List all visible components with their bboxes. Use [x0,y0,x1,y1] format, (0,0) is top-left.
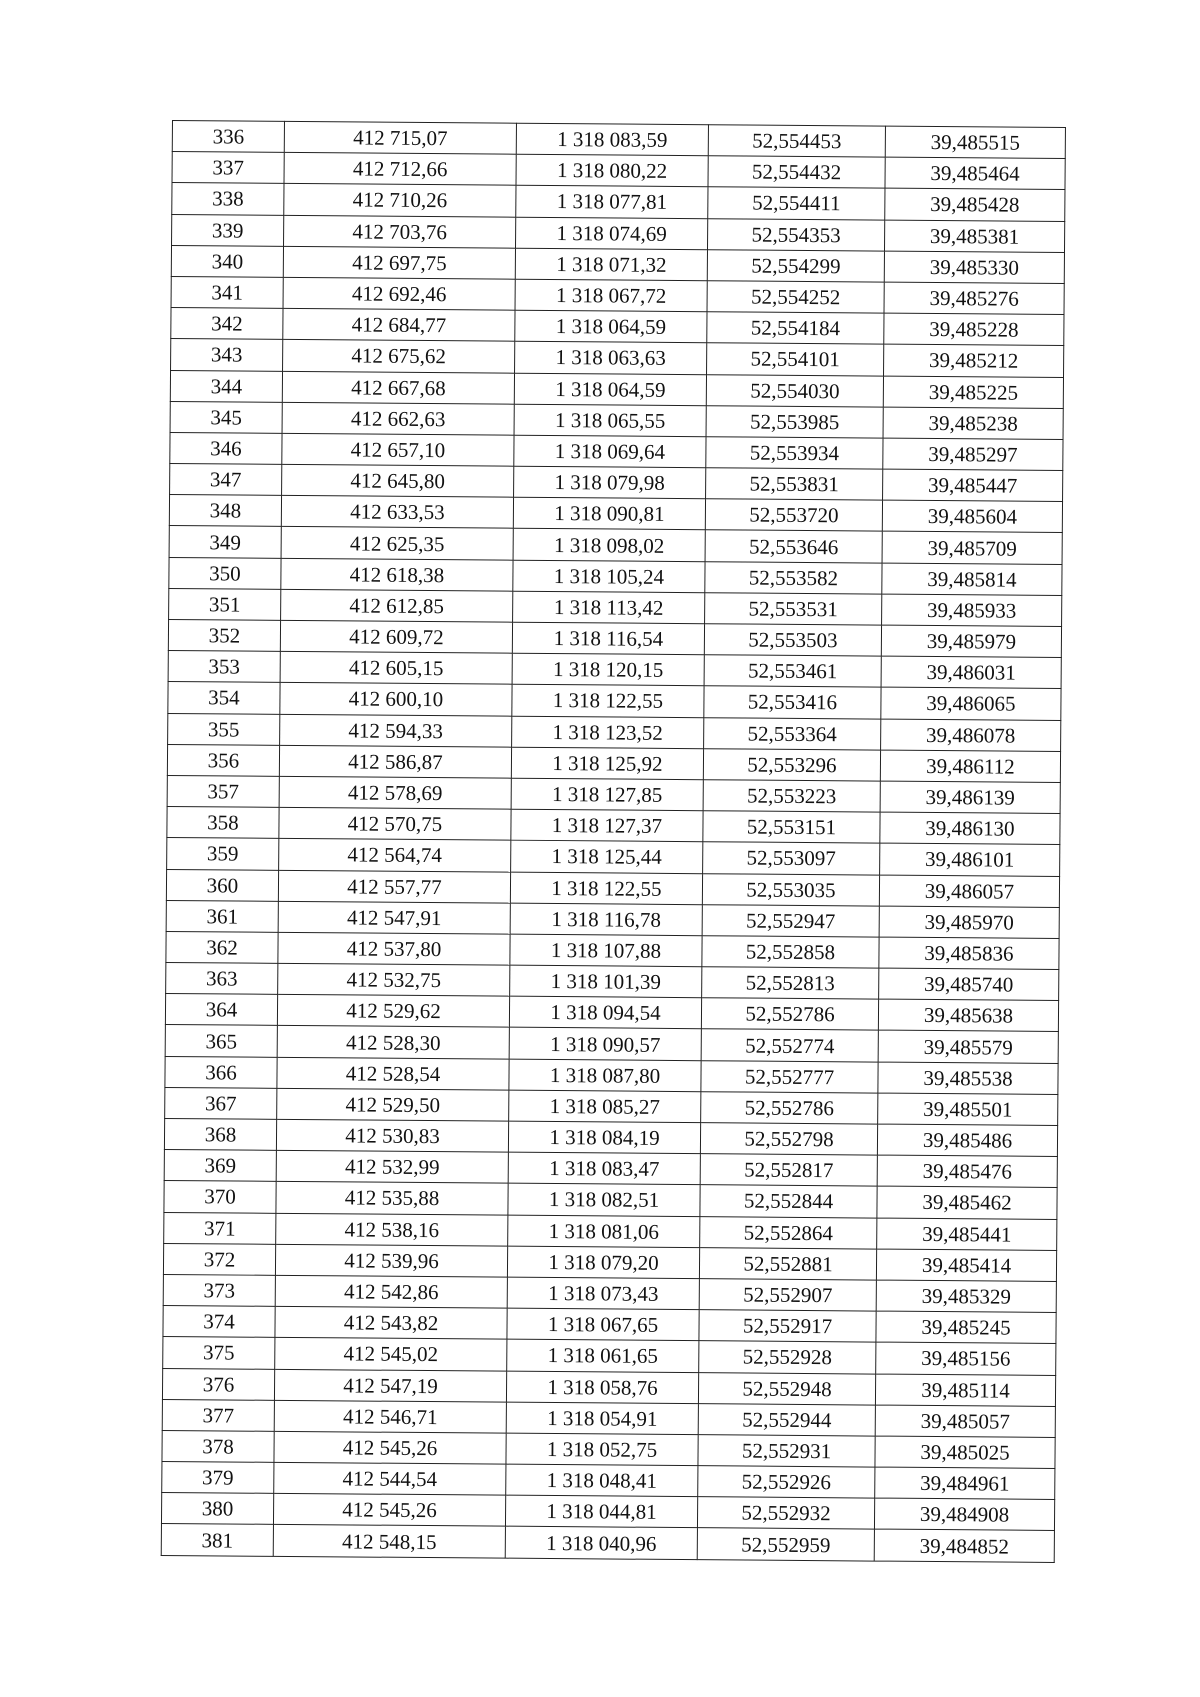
longitude-cell: 39,486057 [879,875,1059,908]
longitude-cell: 39,485238 [883,407,1063,440]
longitude-cell: 39,485447 [883,469,1063,502]
latitude-cell: 52,553035 [702,873,879,906]
point-number-cell: 367 [165,1087,277,1119]
x-coordinate-cell: 412 542,86 [275,1275,507,1308]
point-number-cell: 349 [169,526,281,558]
x-coordinate-cell: 412 715,07 [284,121,516,154]
x-coordinate-cell: 412 684,77 [283,309,515,342]
latitude-cell: 52,552864 [700,1216,877,1249]
y-coordinate-cell: 1 318 044,81 [505,1495,697,1528]
longitude-cell: 39,485501 [878,1093,1058,1126]
longitude-cell: 39,485486 [877,1124,1057,1157]
latitude-cell: 52,554184 [707,312,884,345]
longitude-cell: 39,486078 [881,719,1061,752]
x-coordinate-cell: 412 662,63 [282,402,514,435]
x-coordinate-cell: 412 529,50 [277,1088,509,1121]
point-number-cell: 379 [162,1462,274,1494]
x-coordinate-cell: 412 667,68 [282,371,514,404]
point-number-cell: 350 [169,557,281,589]
latitude-cell: 52,554353 [707,218,884,251]
longitude-cell: 39,485638 [878,999,1058,1032]
latitude-cell: 52,552881 [699,1247,876,1280]
y-coordinate-cell: 1 318 067,65 [507,1308,699,1341]
point-number-cell: 378 [162,1430,274,1462]
x-coordinate-cell: 412 712,66 [284,153,516,186]
point-number-cell: 356 [167,744,279,776]
latitude-cell: 52,552777 [701,1060,878,1093]
point-number-cell: 345 [170,401,282,433]
x-coordinate-cell: 412 570,75 [279,807,511,840]
longitude-cell: 39,485709 [882,532,1062,565]
x-coordinate-cell: 412 530,83 [276,1119,508,1152]
latitude-cell: 52,554453 [708,125,885,158]
longitude-cell: 39,485428 [885,188,1065,221]
point-number-cell: 381 [161,1524,273,1556]
y-coordinate-cell: 1 318 077,81 [516,186,708,219]
latitude-cell: 52,552786 [701,1091,878,1124]
x-coordinate-cell: 412 586,87 [279,745,511,778]
longitude-cell: 39,485740 [879,968,1059,1001]
point-number-cell: 364 [165,994,277,1026]
longitude-cell: 39,485381 [884,220,1064,253]
point-number-cell: 373 [163,1274,275,1306]
x-coordinate-cell: 412 532,99 [276,1151,508,1184]
longitude-cell: 39,485276 [884,282,1064,315]
x-coordinate-cell: 412 539,96 [275,1244,507,1277]
y-coordinate-cell: 1 318 073,43 [507,1277,699,1310]
point-number-cell: 346 [170,432,282,464]
longitude-cell: 39,485979 [881,625,1061,658]
longitude-cell: 39,486130 [880,812,1060,845]
longitude-cell: 39,485228 [884,313,1064,346]
y-coordinate-cell: 1 318 098,02 [513,529,705,562]
latitude-cell: 52,552786 [701,998,878,1031]
x-coordinate-cell: 412 594,33 [280,714,512,747]
latitude-cell: 52,552947 [702,904,879,937]
x-coordinate-cell: 412 625,35 [281,527,513,560]
x-coordinate-cell: 412 537,80 [278,932,510,965]
y-coordinate-cell: 1 318 064,59 [515,310,707,343]
latitude-cell: 52,554101 [707,343,884,376]
longitude-cell: 39,486139 [880,781,1060,814]
point-number-cell: 377 [162,1399,274,1431]
y-coordinate-cell: 1 318 084,19 [508,1121,700,1154]
y-coordinate-cell: 1 318 120,15 [512,653,704,686]
y-coordinate-cell: 1 318 085,27 [509,1090,701,1123]
x-coordinate-cell: 412 692,46 [283,277,515,310]
latitude-cell: 52,552844 [700,1185,877,1218]
y-coordinate-cell: 1 318 127,85 [511,778,703,811]
point-number-cell: 347 [170,464,282,496]
point-number-cell: 337 [172,152,284,184]
y-coordinate-cell: 1 318 082,51 [508,1184,700,1217]
x-coordinate-cell: 412 528,54 [277,1057,509,1090]
x-coordinate-cell: 412 612,85 [281,589,513,622]
y-coordinate-cell: 1 318 101,39 [510,965,702,998]
y-coordinate-cell: 1 318 107,88 [510,934,702,967]
latitude-cell: 52,553934 [706,437,883,470]
latitude-cell: 52,552948 [698,1372,875,1405]
x-coordinate-cell: 412 529,62 [277,995,509,1028]
point-number-cell: 375 [163,1337,275,1369]
x-coordinate-cell: 412 545,26 [274,1431,506,1464]
latitude-cell: 52,552817 [700,1154,877,1187]
latitude-cell: 52,552813 [702,967,879,1000]
point-number-cell: 359 [167,838,279,870]
y-coordinate-cell: 1 318 071,32 [515,248,707,281]
longitude-cell: 39,485414 [876,1249,1056,1282]
table-row [161,1524,1054,1562]
latitude-cell: 52,553223 [703,780,880,813]
point-number-cell: 355 [168,713,280,745]
y-coordinate-cell: 1 318 087,80 [509,1059,701,1092]
point-number-cell: 354 [168,682,280,714]
y-coordinate-cell: 1 318 127,37 [511,809,703,842]
point-number-cell: 338 [172,183,284,215]
point-number-cell: 358 [167,807,279,839]
x-coordinate-cell: 412 545,02 [275,1338,507,1371]
longitude-cell: 39,485057 [875,1405,1055,1438]
latitude-cell: 52,554411 [708,187,885,220]
longitude-cell: 39,485462 [877,1186,1057,1219]
longitude-cell: 39,485245 [876,1311,1056,1344]
latitude-cell: 52,553985 [706,405,883,438]
latitude-cell: 52,552917 [699,1310,876,1343]
y-coordinate-cell: 1 318 079,98 [514,466,706,499]
y-coordinate-cell: 1 318 067,72 [515,279,707,312]
y-coordinate-cell: 1 318 083,59 [516,123,708,156]
longitude-cell: 39,485970 [879,906,1059,939]
x-coordinate-cell: 412 538,16 [276,1213,508,1246]
y-coordinate-cell: 1 318 080,22 [516,154,708,187]
point-number-cell: 380 [161,1493,273,1525]
y-coordinate-cell: 1 318 125,44 [511,840,703,873]
x-coordinate-cell: 412 633,53 [281,496,513,529]
latitude-cell: 52,553151 [703,811,880,844]
longitude-cell: 39,485836 [879,937,1059,970]
latitude-cell: 52,553831 [706,468,883,501]
latitude-cell: 52,553097 [703,842,880,875]
longitude-cell: 39,485156 [876,1342,1056,1375]
longitude-cell: 39,484961 [875,1467,1055,1500]
y-coordinate-cell: 1 318 063,63 [515,342,707,375]
latitude-cell: 52,553296 [703,748,880,781]
latitude-cell: 52,553582 [705,561,882,594]
x-coordinate-cell: 412 528,30 [277,1026,509,1059]
y-coordinate-cell: 1 318 065,55 [514,404,706,437]
longitude-cell: 39,485933 [882,594,1062,627]
x-coordinate-cell: 412 600,10 [280,683,512,716]
point-number-cell: 369 [164,1150,276,1182]
point-number-cell: 348 [169,495,281,527]
latitude-cell: 52,552907 [699,1279,876,1312]
longitude-cell: 39,485225 [883,376,1063,409]
y-coordinate-cell: 1 318 113,42 [513,591,705,624]
latitude-cell: 52,552959 [697,1528,874,1561]
y-coordinate-cell: 1 318 125,92 [511,747,703,780]
x-coordinate-cell: 412 547,19 [274,1369,506,1402]
latitude-cell: 52,552774 [701,1029,878,1062]
point-number-cell: 361 [166,900,278,932]
point-number-cell: 342 [171,308,283,340]
longitude-cell: 39,485114 [875,1374,1055,1407]
point-number-cell: 374 [163,1306,275,1338]
y-coordinate-cell: 1 318 064,59 [514,373,706,406]
y-coordinate-cell: 1 318 105,24 [513,560,705,593]
latitude-cell: 52,553720 [705,499,882,532]
latitude-cell: 52,553646 [705,530,882,563]
latitude-cell: 52,552926 [698,1466,875,1499]
latitude-cell: 52,554252 [707,281,884,314]
latitude-cell: 52,553416 [704,686,881,719]
y-coordinate-cell: 1 318 094,54 [509,996,701,1029]
longitude-cell: 39,485579 [878,1031,1058,1064]
latitude-cell: 52,553531 [705,593,882,626]
x-coordinate-cell: 412 609,72 [280,620,512,653]
longitude-cell: 39,485330 [884,251,1064,284]
x-coordinate-cell: 412 545,26 [273,1494,505,1527]
coordinates-table-body [161,121,1065,1563]
point-number-cell: 339 [172,214,284,246]
point-number-cell: 362 [166,931,278,963]
y-coordinate-cell: 1 318 048,41 [506,1464,698,1497]
x-coordinate-cell: 412 675,62 [283,340,515,373]
point-number-cell: 336 [172,121,284,153]
y-coordinate-cell: 1 318 116,78 [510,903,702,936]
x-coordinate-cell: 412 543,82 [275,1306,507,1339]
point-number-cell: 360 [166,869,278,901]
y-coordinate-cell: 1 318 116,54 [512,622,704,655]
longitude-cell: 39,485814 [882,563,1062,596]
point-number-cell: 352 [168,619,280,651]
latitude-cell: 52,553461 [704,655,881,688]
x-coordinate-cell: 412 547,91 [278,901,510,934]
longitude-cell: 39,485464 [885,157,1065,190]
point-number-cell: 343 [171,339,283,371]
y-coordinate-cell: 1 318 040,96 [505,1527,697,1560]
x-coordinate-cell: 412 645,80 [282,464,514,497]
longitude-cell: 39,485025 [875,1436,1055,1469]
point-number-cell: 351 [169,588,281,620]
x-coordinate-cell: 412 578,69 [279,776,511,809]
x-coordinate-cell: 412 548,15 [273,1525,505,1558]
latitude-cell: 52,554432 [708,156,885,189]
point-number-cell: 344 [170,370,282,402]
y-coordinate-cell: 1 318 083,47 [508,1152,700,1185]
latitude-cell: 52,552798 [700,1123,877,1156]
point-number-cell: 353 [168,651,280,683]
point-number-cell: 368 [164,1118,276,1150]
y-coordinate-cell: 1 318 122,55 [512,685,704,718]
longitude-cell: 39,485476 [877,1155,1057,1188]
longitude-cell: 39,484908 [874,1498,1054,1531]
longitude-cell: 39,486112 [880,750,1060,783]
latitude-cell: 52,552932 [697,1497,874,1530]
point-number-cell: 372 [163,1243,275,1275]
point-number-cell: 376 [162,1368,274,1400]
longitude-cell: 39,484852 [874,1529,1054,1562]
latitude-cell: 52,553364 [704,717,881,750]
point-number-cell: 340 [171,245,283,277]
point-number-cell: 365 [165,1025,277,1057]
y-coordinate-cell: 1 318 061,65 [507,1339,699,1372]
longitude-cell: 39,486101 [880,843,1060,876]
y-coordinate-cell: 1 318 052,75 [506,1433,698,1466]
longitude-cell: 39,486065 [881,687,1061,720]
x-coordinate-cell: 412 710,26 [284,184,516,217]
point-number-cell: 363 [166,963,278,995]
y-coordinate-cell: 1 318 090,57 [509,1028,701,1061]
y-coordinate-cell: 1 318 123,52 [512,716,704,749]
x-coordinate-cell: 412 557,77 [278,870,510,903]
latitude-cell: 52,554299 [707,249,884,282]
x-coordinate-cell: 412 546,71 [274,1400,506,1433]
point-number-cell: 371 [164,1212,276,1244]
point-number-cell: 370 [164,1181,276,1213]
point-number-cell: 357 [167,775,279,807]
x-coordinate-cell: 412 703,76 [284,215,516,248]
x-coordinate-cell: 412 657,10 [282,433,514,466]
longitude-cell: 39,485515 [885,126,1065,159]
y-coordinate-cell: 1 318 074,69 [516,217,708,250]
latitude-cell: 52,553503 [704,624,881,657]
longitude-cell: 39,485212 [884,344,1064,377]
coordinates-table [161,120,1066,1563]
longitude-cell: 39,485329 [876,1280,1056,1313]
latitude-cell: 52,552931 [698,1435,875,1468]
x-coordinate-cell: 412 544,54 [274,1462,506,1495]
point-number-cell: 366 [165,1056,277,1088]
x-coordinate-cell: 412 697,75 [283,246,515,279]
longitude-cell: 39,485538 [878,1062,1058,1095]
x-coordinate-cell: 412 532,75 [278,963,510,996]
y-coordinate-cell: 1 318 054,91 [506,1402,698,1435]
latitude-cell: 52,552858 [702,936,879,969]
y-coordinate-cell: 1 318 081,06 [508,1215,700,1248]
y-coordinate-cell: 1 318 079,20 [507,1246,699,1279]
x-coordinate-cell: 412 564,74 [279,839,511,872]
y-coordinate-cell: 1 318 058,76 [506,1371,698,1404]
x-coordinate-cell: 412 618,38 [281,558,513,591]
x-coordinate-cell: 412 605,15 [280,652,512,685]
longitude-cell: 39,486031 [881,656,1061,689]
point-number-cell: 341 [171,276,283,308]
latitude-cell: 52,554030 [706,374,883,407]
y-coordinate-cell: 1 318 122,55 [510,872,702,905]
y-coordinate-cell: 1 318 090,81 [513,497,705,530]
latitude-cell: 52,552944 [698,1403,875,1436]
longitude-cell: 39,485297 [883,438,1063,471]
latitude-cell: 52,552928 [699,1341,876,1374]
x-coordinate-cell: 412 535,88 [276,1182,508,1215]
y-coordinate-cell: 1 318 069,64 [514,435,706,468]
longitude-cell: 39,485441 [877,1218,1057,1251]
longitude-cell: 39,485604 [882,500,1062,533]
